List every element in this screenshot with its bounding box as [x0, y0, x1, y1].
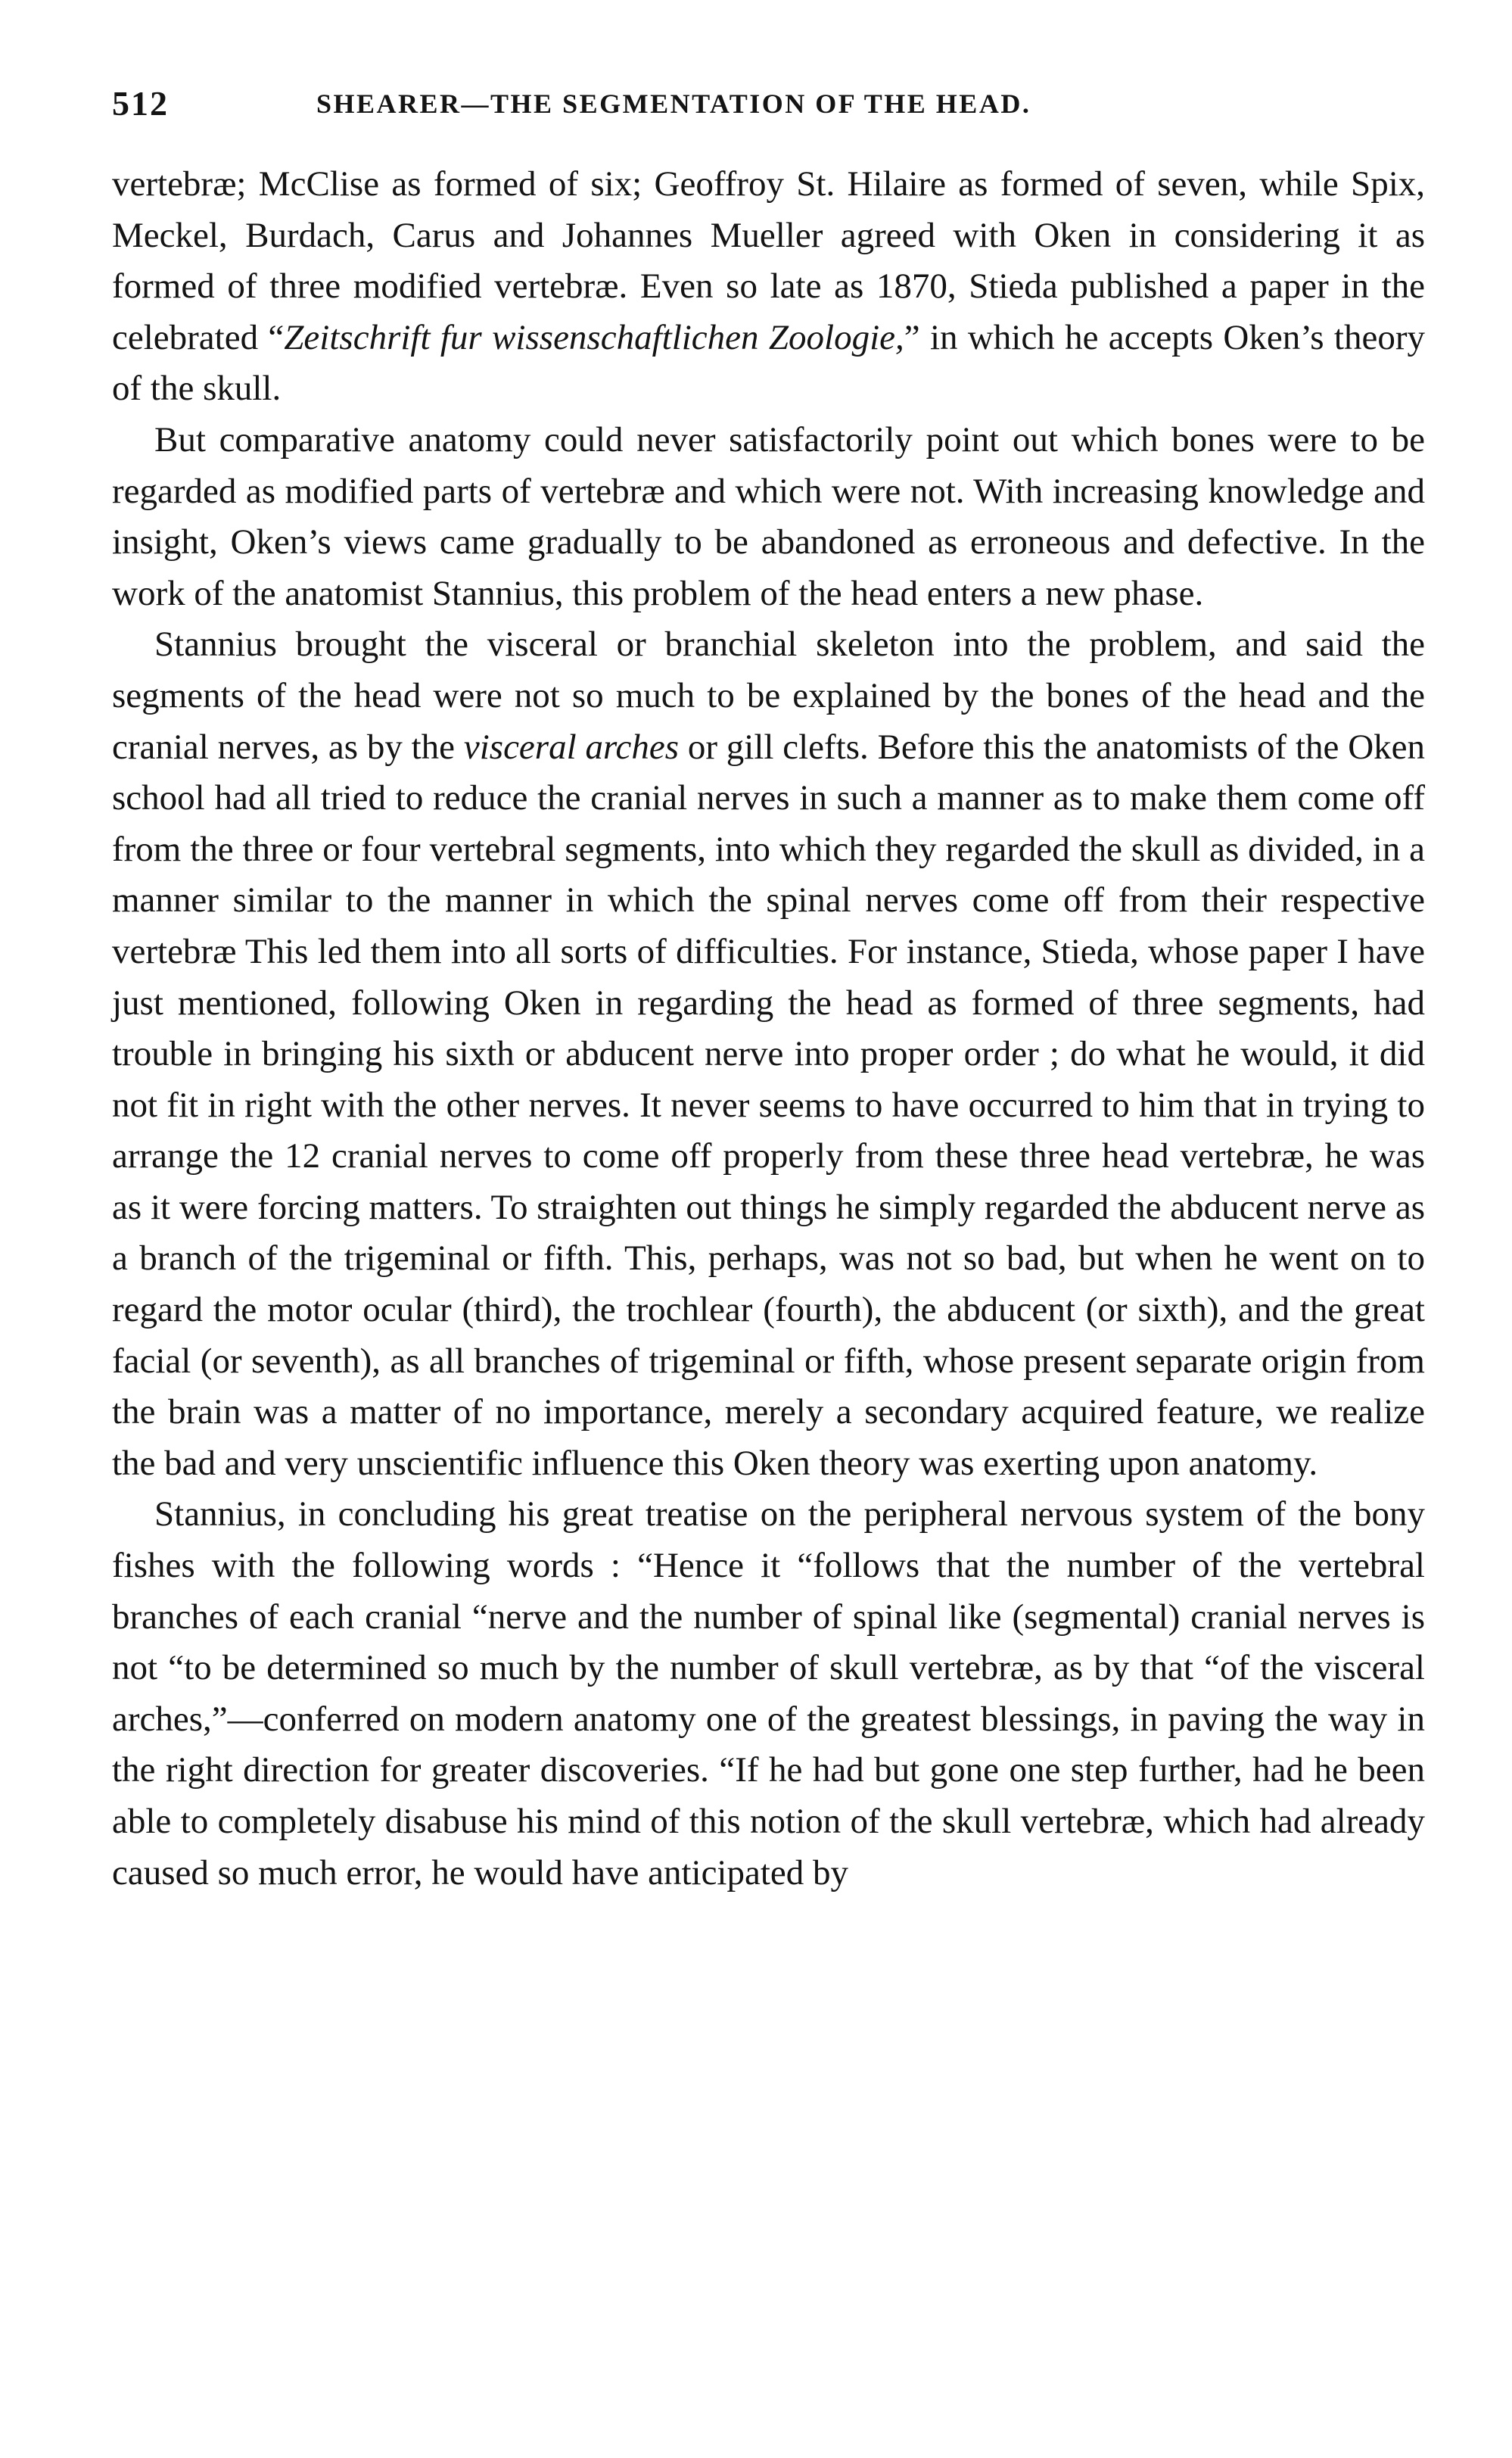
body-text: [112, 159, 1425, 1899]
journal-title: Zeitschrift fur wissenschaftlichen Zoologie,: [284, 317, 904, 357]
paragraph-3-text-a: Stannius brought the visceral or branchial skeleton into the problem, and said the segments of the head were not so much to be explained by the bones of the head and the cranial nerves, as by the: [112, 625, 1425, 767]
page-number: 512: [112, 84, 169, 123]
paragraph-3: [112, 619, 1425, 1489]
paragraph-4: Stannius, in concluding his great treatise on the peripheral nervous system of the bony fishes with the following words : “Hence it “follows that the number of the vertebral branches of each cranial “nerve and the number of spinal like (segmental) cranial nerves is not “to be determined so much by the number of skull vertebræ, as by that “of the visceral arches,”—conferred on modern anatomy one of the greatest blessings, in paving the way in the right direction for greater discoveries. “If he had but gone one step further, had he been able to completely disabuse his mind of this notion of the skull vertebræ, which had already caused so much error, he would have anticipated by: [112, 1494, 1425, 1893]
running-title: SHEARER—THE SEGMENTATION OF THE HEAD.: [316, 89, 1031, 119]
document-page: [112, 83, 1425, 1899]
page-header: [112, 83, 1425, 136]
paragraph-1-text-b: ” in which he accepts Oken’s theory of the skull.: [112, 317, 1426, 409]
paragraph-2: But comparative anatomy could never satisfactorily point out which bones were to be regarded as modified parts of vertebræ and which were not. With increasing knowledge and insight, Oken’s views came gradually to be abandoned as erroneous and defective. In the work of the anatomist Stannius, this problem of the head enters a new phase.: [112, 419, 1425, 613]
paragraph-1: [112, 159, 1425, 415]
visceral-arches-term: visceral arches: [463, 727, 680, 767]
paragraph-1-text-a: vertebræ; McClise as formed of six; Geoffroy St. Hilaire as formed of seven, while Spix, Meckel, Burdach, Carus and Johannes Mueller agreed with Oken in considering it as formed of three modified vertebræ. Even so late as 1870, Stieda published a paper in the celebrated “: [112, 164, 1425, 357]
paragraph-3-text-b: or gill clefts. Before this the anatomists of the Oken school had all tried to reduce the cranial nerves in such a manner as to make them come off from the three or four vertebral segments, into which they regarded the skull as divided, in a manner similar to the manner in which the spinal nerves come off from their respective vertebræ This led them into all sorts of difficulties. For instance, Stieda, whose paper I have just mentioned, following Oken in regarding the head as formed of three segments, had trouble in bringing his sixth or abducent nerve into proper order ; do what he would, it did not fit in right with the other nerves. It never seems to have occurred to him that in trying to arrange the 12 cranial nerves to come off properly from these three head vertebræ, he was as it were forcing matters. To straighten out things he simply regarded the abducent nerve as a branch of the trigeminal or fifth. This, perhaps, was not so bad, but when he went on to regard the motor ocular (third), the trochlear (fourth), the abducent (or sixth), and the great facial (or seventh), as all branches of trigeminal or fifth, whose present separate origin from the brain was a matter of no importance, merely a secondary acquired feature, we realize the bad and very unscientific influence this Oken theory was exerting upon anatomy.: [112, 727, 1426, 1483]
